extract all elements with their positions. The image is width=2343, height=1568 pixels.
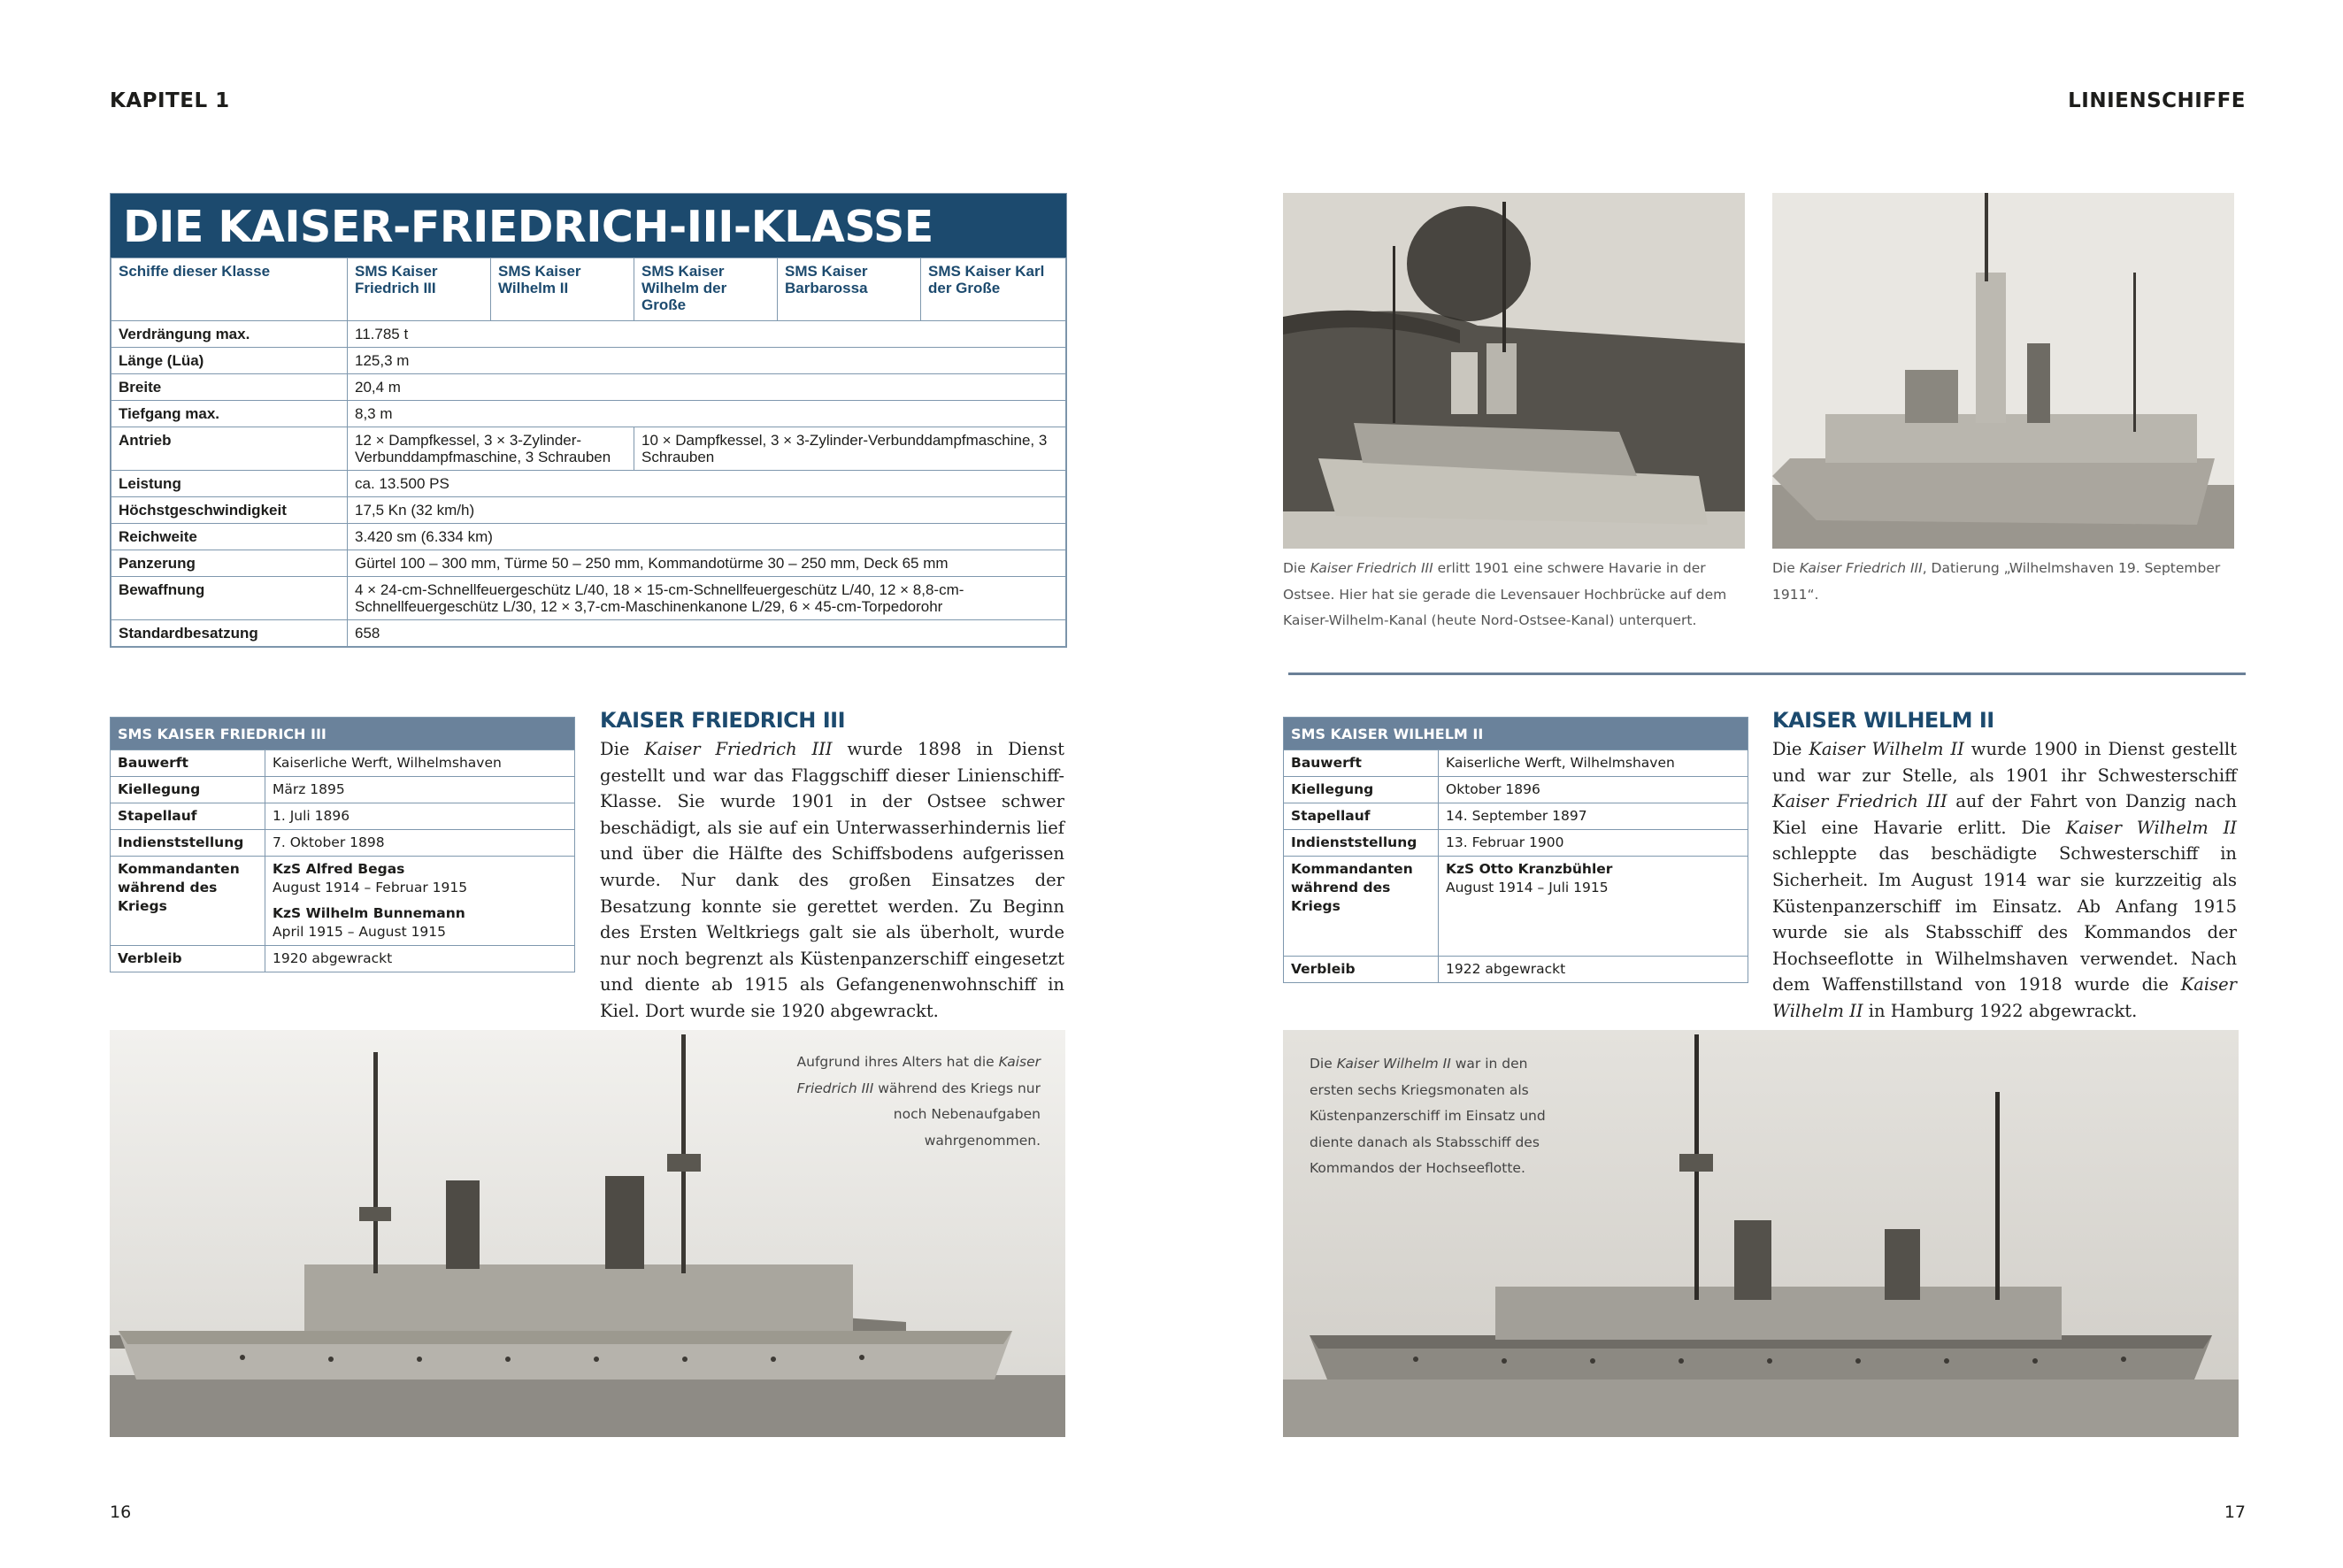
spec-row — [111, 577, 1066, 620]
spec-table — [111, 257, 1066, 647]
fact-value: Kaiserliche Werft, Wilhelmshaven — [265, 750, 575, 777]
fact-label: Kiellegung — [111, 777, 265, 803]
fact-value: März 1895 — [265, 777, 575, 803]
fact-label: Stapellauf — [1284, 803, 1439, 830]
fact-label: Bauwerft — [1284, 750, 1439, 777]
fact-label: Indienststellung — [1284, 830, 1439, 857]
spec-value: 20,4 m — [348, 374, 1066, 401]
spec-value: ca. 13.500 PS — [348, 471, 1066, 497]
fact-value: Oktober 1896 — [1439, 777, 1748, 803]
spec-value: 17,5 Kn (32 km/h) — [348, 497, 1066, 524]
class-title: DIE KAISER-FRIEDRICH-III-KLASSE — [111, 194, 1066, 257]
spec-row — [111, 401, 1066, 427]
ship-table-title: SMS KAISER WILHELM II — [1284, 718, 1748, 749]
commanders-list — [265, 857, 575, 946]
spec-label: Tiefgang max. — [111, 401, 348, 427]
fact-value: 7. Oktober 1898 — [265, 830, 575, 857]
spec-row — [111, 348, 1066, 374]
photo-wilhelmshaven-1911 — [1772, 193, 2234, 549]
spec-row — [111, 497, 1066, 524]
spec-label: Höchstgeschwindigkeit — [111, 497, 348, 524]
ship-col-5: SMS Kaiser Karl der Große — [921, 258, 1066, 321]
fact-value: 1. Juli 1896 — [265, 803, 575, 830]
caption-photo-2: Die Kaiser Friedrich III, Datierung „Wilhelmshaven 19. September 1911“. — [1772, 560, 2221, 603]
ship-photo-icon — [1772, 193, 2234, 549]
page-number-right: 17 — [2224, 1503, 2246, 1522]
body-text-wilhelm: Die Kaiser Wilhelm II wurde 1900 in Dienst gestellt und war zur Stelle, als 1901 ihr Schwesterschiff Kaiser Friedrich III auf der Fahrt von Danzig nach Kiel eine Havarie erlitt. Die Kaiser Wilhelm II schleppte das beschädigte Schwesterschiff in Sicherheit. Im August 1914 war sie kurzzeitig als Küstenpanzerschiff im Einsatz. Ab Anfang 1915 wurde sie als Stabsschiff des Kommandos der Hochseeflotte in Wilhelmshaven verwendet. Nach dem Waffenstillstand von 1918 wurde die Kaiser Wilhelm II in Hamburg 1922 abgewrackt. — [1772, 739, 2237, 1021]
spec-value-b: 10 × Dampfkessel, 3 × 3-Zylinder-Verbunddampfmaschine, 3 Schrauben — [634, 427, 1066, 471]
commander-period: April 1915 – August 1915 — [273, 924, 447, 940]
fact-label: Kommandanten während des Kriegs — [1284, 857, 1439, 957]
commander-name: KzS Otto Kranzbühler — [1446, 861, 1613, 877]
ships-label: Schiffe dieser Klasse — [111, 258, 348, 321]
spec-value-a: 12 × Dampfkessel, 3 × 3-Zylinder-Verbunddampfmaschine, 3 Schrauben — [348, 427, 634, 471]
spec-value: 3.420 sm (6.334 km) — [348, 524, 1066, 550]
class-spec-table — [110, 193, 1067, 648]
fact-label: Kommandanten während des Kriegs — [111, 857, 265, 946]
section-heading-wilhelm: KAISER WILHELM II — [1772, 708, 1994, 733]
fact-label: Stapellauf — [111, 803, 265, 830]
fact-value: 13. Februar 1900 — [1439, 830, 1748, 857]
spec-label: Länge (Lüa) — [111, 348, 348, 374]
fact-value: 1922 abgewrackt — [1439, 957, 1748, 983]
spec-row — [111, 620, 1066, 647]
spec-value: 125,3 m — [348, 348, 1066, 374]
spec-label: Verdrängung max. — [111, 321, 348, 348]
spec-value: 8,3 m — [348, 401, 1066, 427]
ship-col-1: SMS Kaiser Friedrich III — [348, 258, 491, 321]
ships-row — [111, 258, 1066, 321]
page-number-left: 16 — [110, 1503, 132, 1522]
spec-value: 658 — [348, 620, 1066, 647]
ship-table-friedrich — [110, 717, 575, 972]
spec-row — [111, 471, 1066, 497]
ship-col-2: SMS Kaiser Wilhelm II — [491, 258, 634, 321]
spec-value: 4 × 24-cm-Schnellfeuergeschütz L/40, 18 × 15-cm-Schnellfeuergeschütz L/40, 12 × 8,8-cm-Schnellfeuergeschütz L/30, 12 × 3,7-cm-Maschinenkanone L/29, 6 × 45-cm-Torpedorohr — [348, 577, 1066, 620]
ship-col-4: SMS Kaiser Barbarossa — [778, 258, 921, 321]
photo-levensauer-bridge — [1283, 193, 1745, 549]
body-text-friedrich: Die Kaiser Friedrich III wurde 1898 in Dienst gestellt und war das Flaggschiff dieser Linienschiff-Klasse. Sie wurde 1901 in der Ostsee schwer beschädigt, als sie auf ein Unterwasserhindernis lief und über die Hälfte des Schiffsbodens aufgerissen wurde. Nur dank des großen Einsatzes der Besatzung konnte sie gerettet werden. Zu Beginn des Ersten Weltkriegs galt sie als überholt, wurde nur noch begrenzt als Küstenpanzerschiff eingesetzt und diente ab 1915 als Gefangenenwohnschiff in Kiel. Dort wurde sie 1920 abgewrackt. — [600, 739, 1064, 1021]
spec-label: Breite — [111, 374, 348, 401]
spec-value: Gürtel 100 – 300 mm, Türme 50 – 250 mm, Kommandotürme 30 – 250 mm, Deck 65 mm — [348, 550, 1066, 577]
commanders-list — [1439, 857, 1748, 957]
fact-label: Kiellegung — [1284, 777, 1439, 803]
spec-value: 11.785 t — [348, 321, 1066, 348]
fact-value: Kaiserliche Werft, Wilhelmshaven — [1439, 750, 1748, 777]
spec-label: Standardbesatzung — [111, 620, 348, 647]
spec-row — [111, 550, 1066, 577]
fact-label: Verbleib — [111, 946, 265, 972]
fact-value: 14. September 1897 — [1439, 803, 1748, 830]
photo-overlay-caption-friedrich: Aufgrund ihres Alters hat die Kaiser Friedrich III während des Kriegs nur noch Nebenaufgaben wahrgenommen. — [796, 1054, 1041, 1149]
spec-row — [111, 374, 1066, 401]
caption-photo-1: Die Kaiser Friedrich III erlitt 1901 eine schwere Havarie in der Ostsee. Hier hat sie gerade die Levensauer Hochbrücke auf dem Kaiser-Wilhelm-Kanal (heute Nord-Ostsee-Kanal) unterquert. — [1283, 560, 1727, 628]
spec-row — [111, 321, 1066, 348]
ship-photo-icon — [1283, 193, 1745, 549]
fact-value: 1920 abgewrackt — [265, 946, 575, 972]
spec-label: Leistung — [111, 471, 348, 497]
ship-table-title: SMS KAISER FRIEDRICH III — [111, 718, 574, 749]
photo-overlay-caption-wilhelm: Die Kaiser Wilhelm II war in den ersten sechs Kriegsmonaten als Küstenpanzerschiff im Einsatz und diente danach als Stabsschiff des Kommandos der Hochseeflotte. — [1310, 1056, 1546, 1176]
spec-label: Panzerung — [111, 550, 348, 577]
section-divider — [1288, 673, 2246, 675]
ship-facts — [111, 749, 574, 972]
spec-row — [111, 427, 1066, 471]
section-heading-friedrich: KAISER FRIEDRICH III — [600, 708, 845, 733]
running-head-chapter: KAPITEL 1 — [110, 89, 230, 112]
commander-period: August 1914 – Juli 1915 — [1446, 880, 1609, 895]
spec-row — [111, 524, 1066, 550]
running-head-section: LINIENSCHIFFE — [2068, 89, 2246, 112]
spec-label: Antrieb — [111, 427, 348, 471]
ship-col-3: SMS Kaiser Wilhelm der Große — [634, 258, 778, 321]
commander-period: August 1914 – Februar 1915 — [273, 880, 468, 895]
ship-table-wilhelm — [1283, 717, 1748, 983]
commander-name: KzS Wilhelm Bunnemann — [273, 905, 465, 921]
spec-label: Bewaffnung — [111, 577, 348, 620]
ship-facts — [1284, 749, 1748, 982]
spec-label: Reichweite — [111, 524, 348, 550]
commander-name: KzS Alfred Begas — [273, 861, 405, 877]
fact-label: Indienststellung — [111, 830, 265, 857]
fact-label: Verbleib — [1284, 957, 1439, 983]
fact-label: Bauwerft — [111, 750, 265, 777]
